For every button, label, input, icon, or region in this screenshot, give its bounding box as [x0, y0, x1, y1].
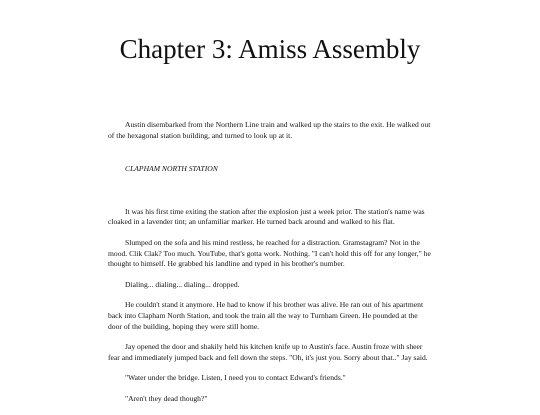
station-sign-text: CLAPHAM NORTH STATION: [125, 164, 218, 174]
paragraph-first-exit: It was his first time exiting the station after the explosion just a week prior. The station's name was cloaked in a lavender tint; an unfamiliar marker. He turned back around and walked to his flat.: [108, 206, 425, 227]
paragraph-dialing: Dialing... dialing... dialing... dropped.: [125, 279, 240, 289]
paragraph-arrival: Austin disembarked from the Northern Line train and walked up the stairs to the exit. He walked out of the hexagonal station building, and turned to look up at it.: [108, 120, 431, 140]
paragraph-turnham-green: He couldn't stand it anymore. He had to know if his brother was alive. He ran out of his apartment back into Clapham North Station, and took the train all the way to Turnham Green. He pounded at the door of the building, hoping they were still home.: [108, 300, 424, 331]
chapter-title: Chapter 3: Amiss Assembly: [119, 34, 421, 64]
chapter-body: [108, 120, 432, 415]
paragraph-arent-they-dead: "Aren't they dead though?": [125, 393, 208, 403]
paragraph-jay-door: Jay opened the door and shakily held his kitchen knife up to Austin's face. Austin froze with sheer fear and immediately jumped back and fell down the steps. "Oh, it's just you. Sorry about that.." Jay said.: [108, 342, 428, 362]
paragraph-water-bridge: "Water under the bridge. Listen, I need you to contact Edward's friends.": [125, 373, 346, 383]
paragraph-sofa: Slumped on the sofa and his mind restless, he reached for a distraction. Gramstagram? Not in the mood. Clik Clak? Too much. YouTube, that's gotta work. Nothing. "I can't hold this off for any longer," he thought to himself. He grabbed his landline and typed in his brother's number.: [108, 237, 431, 269]
